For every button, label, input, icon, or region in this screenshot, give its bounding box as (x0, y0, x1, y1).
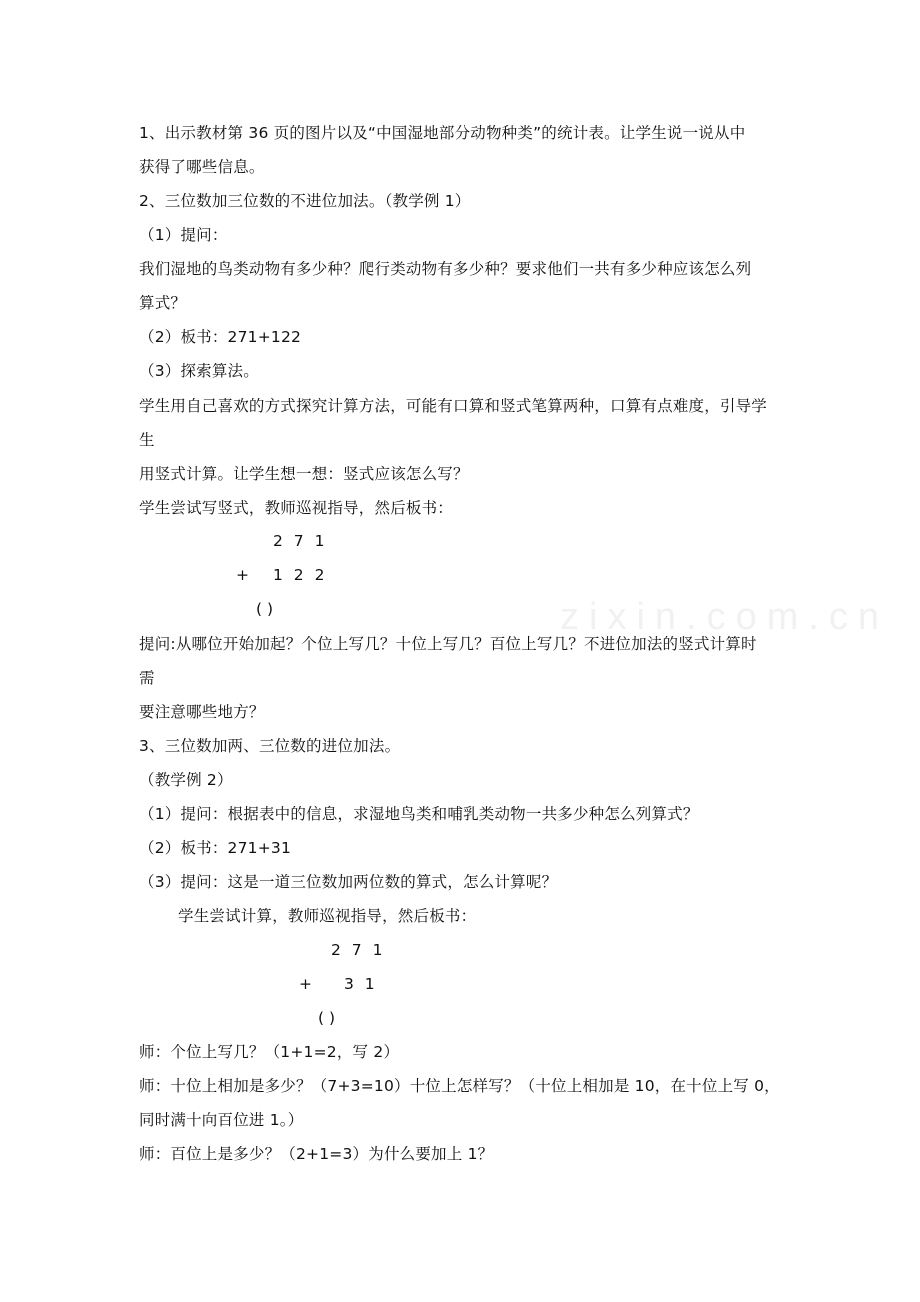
text-line: 提问:从哪位开始加起？个位上写几？十位上写几？百位上写几？不进位加法的竖式计算时 (139, 635, 757, 653)
text-line: 师：个位上写几？（1+1=2，写 2） (139, 1043, 400, 1061)
text-line: 同时满十向百位进 1。） (139, 1111, 304, 1129)
text-line: （教学例 2） (139, 771, 233, 789)
text-line: 学生用自己喜欢的方式探究计算方法，可能有口算和竖式笔算两种，口算有点难度，引导学 (139, 397, 768, 415)
text-line: （2）板书：271+31 (139, 839, 292, 857)
text-line: （3）提问：这是一道三位数加两位数的算式，怎么计算呢？ (139, 873, 558, 891)
watermark: zixin.com.cn (560, 596, 890, 638)
text-line: 师：十位上相加是多少？（7+3=10）十位上怎样写？（十位上相加是 10，在十位上写 0， (139, 1077, 780, 1095)
text-line: 用竖式计算。让学生想一想：竖式应该怎么写？ (139, 465, 469, 483)
text-line: 要注意哪些地方？ (139, 703, 265, 721)
text-line: 学生尝试写竖式，教师巡视指导，然后板书： (139, 499, 454, 517)
text-line: 2、三位数加三位数的不进位加法。（教学例 1） (139, 192, 471, 210)
text-line: （1）提问： (139, 226, 228, 244)
calc-operator: + (299, 975, 315, 993)
text-line: 1、出示教材第 36 页的图片以及“中国湿地部分动物种类”的统计表。让学生说一说从中 (139, 124, 746, 142)
calc-result: ( ) (256, 600, 274, 618)
text-line: （2）板书：271+122 (139, 328, 302, 346)
text-line: 学生尝试计算，教师巡视指导，然后板书： (178, 907, 477, 925)
calc-operator: + (236, 566, 252, 584)
text-line: 获得了哪些信息。 (139, 158, 265, 176)
calc-result: ( ) (318, 1009, 336, 1027)
calc-bottom-number: 1 2 2 (273, 566, 328, 584)
text-line: 3、三位数加两、三位数的进位加法。 (139, 737, 401, 755)
calc-bottom-number: 3 1 (344, 975, 378, 993)
text-line: 师：百位上是多少？（2+1=3）为什么要加上 1？ (139, 1145, 494, 1163)
text-line: 我们湿地的鸟类动物有多少种？爬行类动物有多少种？要求他们一共有多少种应该怎么列 (139, 260, 752, 278)
text-line: 生 (139, 431, 155, 449)
calc-top-number: 2 7 1 (331, 941, 386, 959)
text-line: 需 (139, 669, 155, 687)
text-line: （1）提问：根据表中的信息，求湿地鸟类和哺乳类动物一共多少种怎么列算式？ (139, 805, 699, 823)
text-line: （3）探索算法。 (139, 362, 259, 380)
calc-top-number: 2 7 1 (273, 532, 328, 550)
text-line: 算式？ (139, 294, 187, 312)
